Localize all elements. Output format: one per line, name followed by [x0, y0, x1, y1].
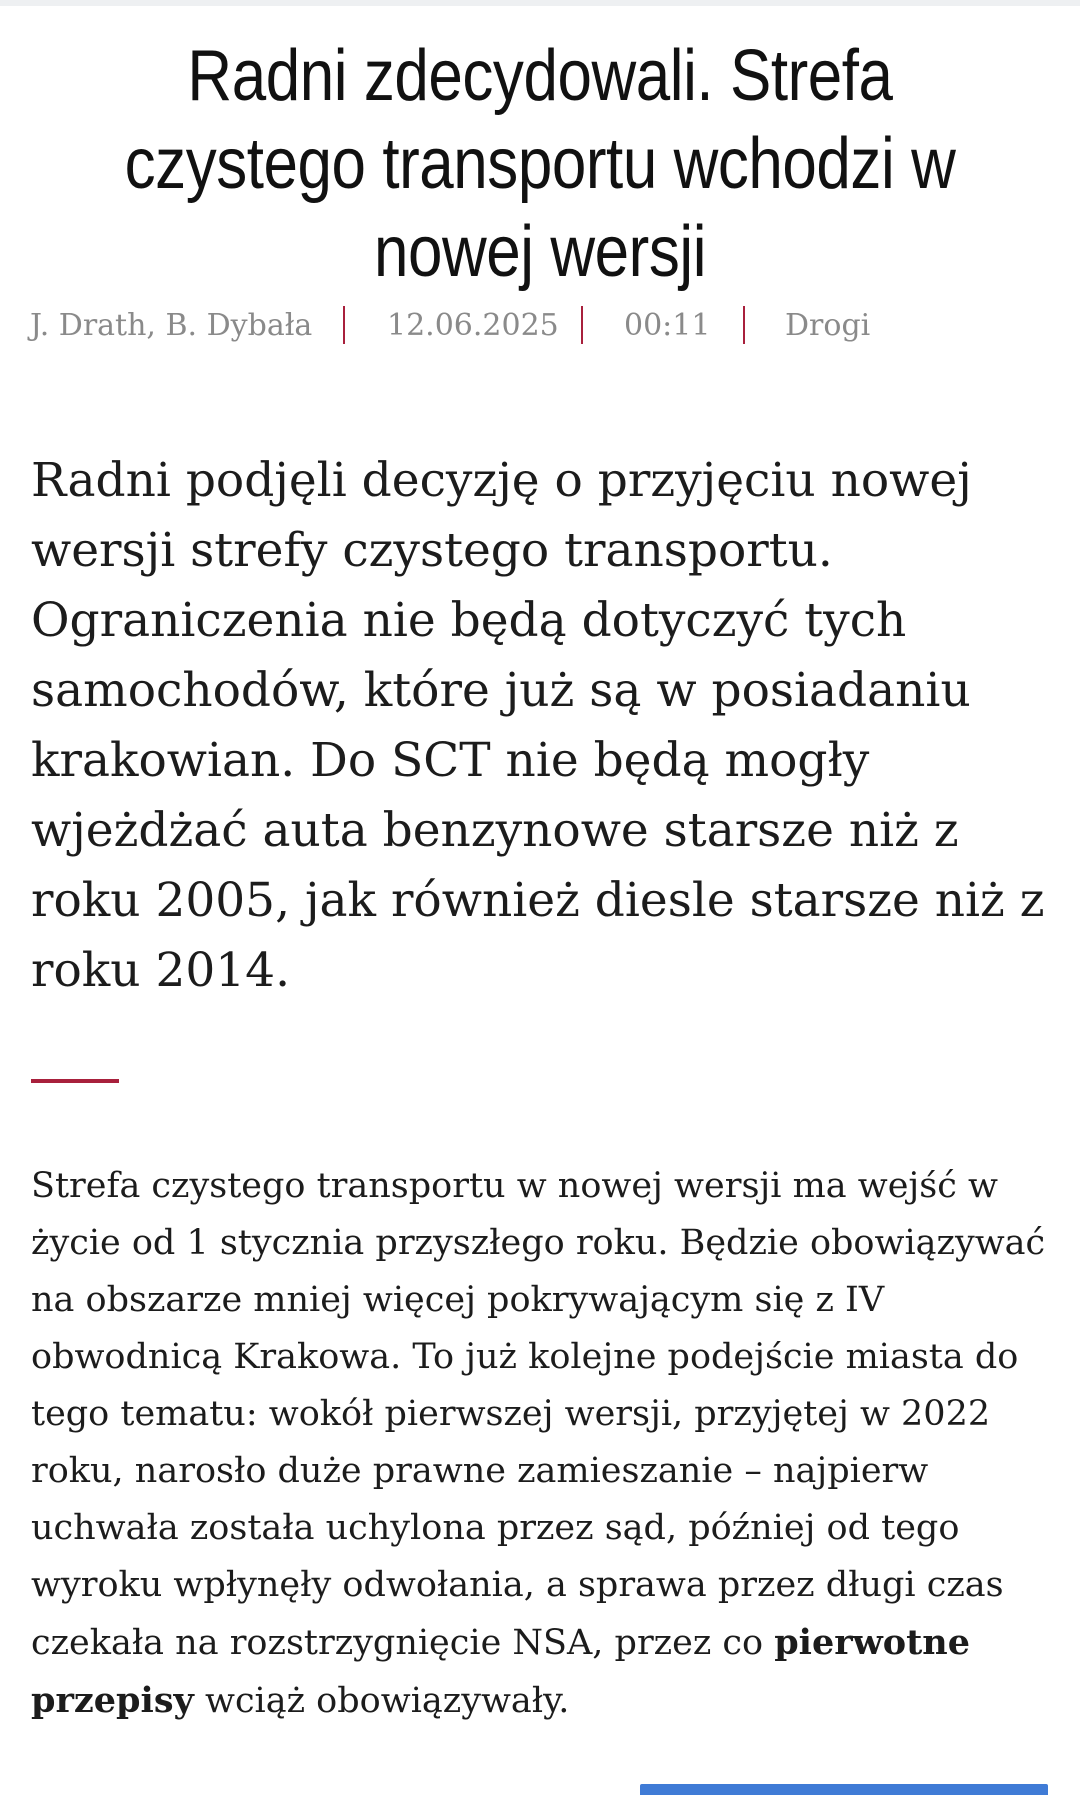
- article-time: 00:11: [624, 307, 711, 343]
- article-category[interactable]: Drogi: [785, 307, 871, 343]
- meta-separator: [343, 306, 345, 344]
- bottom-action-bar[interactable]: [640, 1784, 1048, 1795]
- meta-separator: [581, 306, 583, 344]
- article-date: 12.06.2025: [387, 307, 559, 343]
- body-text-part-2: wciąż obowiązywały.: [193, 1681, 570, 1721]
- article-authors[interactable]: J. Drath, B. Dybała: [30, 307, 313, 343]
- body-bold-text: pierwotne przepisy: [31, 1622, 971, 1721]
- article-lead: Radni podjęli decyzję o przyjęciu nowej wersji strefy czystego transportu. Ograniczenia nie będą dotyczyć tych samochodów, które już są w posiadaniu krakowian. Do SCT nie będą mogły wjeżdżać auta benzynowe starsze niż z roku 2005, jak również diesle starsze niż z roku 2014.: [31, 453, 1045, 998]
- section-divider: [31, 1079, 119, 1083]
- article-meta: [30, 303, 870, 347]
- article-headline: Radni zdecydowali. Strefa czystego transportu wchodzi w nowej wersji: [124, 36, 956, 292]
- meta-separator: [743, 306, 745, 344]
- top-strip: [0, 0, 1080, 6]
- article-body-paragraph: [31, 1158, 1056, 1730]
- body-text-part-1: Strefa czystego transportu w nowej wersji ma wejść w życie od 1 stycznia przyszłego roku. Będzie obowiązywać na obszarze mniej więcej pokrywającym się z IV obwodnicą Krakowa. To już kolejne podejście miasta do tego tematu: wokół pierwszej wersji, przyjętej w 2022 roku, narosło duże prawne zamieszanie – najpierw uchwała została uchylona przez sąd, później od tego wyroku wpłynęły odwołania, a sprawa przez długi czas czekała na rozstrzygnięcie NSA, przez co: [31, 1166, 1046, 1663]
